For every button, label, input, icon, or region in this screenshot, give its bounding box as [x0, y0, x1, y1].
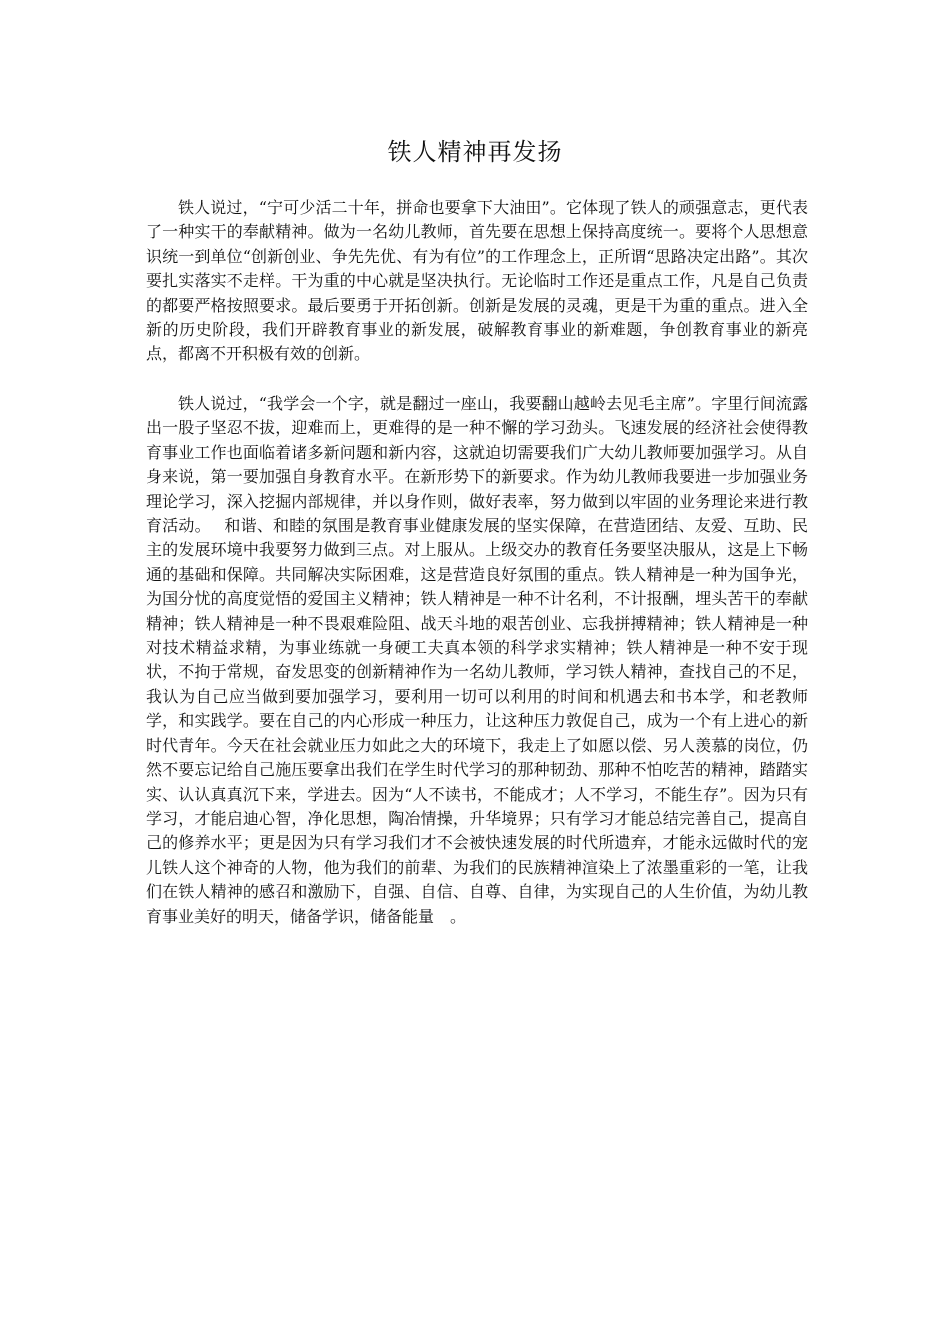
- page-title: 铁人精神再发扬: [387, 138, 563, 166]
- body-paragraph-1: 铁人说过，“宁可少活二十年，拼命也要拿下大油田”。它体现了铁人的顽强意志，更代表了一种实干的奉献精神。做为一名幼儿教师，首先要在思想上保持高度统一。要将个人思想意识统一到单位“创新创业、争先先优、有为有位”的工作理念上，正所谓“思路决定出路”。其次要扎实落实不走样。干为重的中心就是坚决执行。无论临时工作还是重点工作，凡是自己负责的都要严格按照要求。最后要勇于开拓创新。创新是发展的灵魂，更是干为重的重点。进入全新的历史阶段，我们开辟教育事业的新发展，破解教育事业的新难题，争创教育事业的新亮点，都离不开积极有效的创新。: [146, 198, 808, 364]
- body-paragraph-2: 铁人说过，“我学会一个字，就是翻过一座山，我要翻山越岭去见毛主席”。字里行间流露出一股子坚忍不拔，迎难而上，更难得的是一种不懈的学习劲头。飞速发展的经济社会使得教育事业工作也面临着诸多新问题和新内容，这就迫切需要我们广大幼儿教师要加强学习。从自身来说，第一要加强自身教育水平。在新形势下的新要求。作为幼儿教师我要进一步加强业务理论学习，深入挖掘内部规律，并以身作则，做好表率，努力做到以牢固的业务理论来进行教育活动。 和谐、和睦的氛围是教育事业健康发展的坚实保障，在营造团结、友爱、互助、民主的发展环境中我要努力做到三点。对上服从。上级交办的教育任务要坚决服从，这是上下畅通的基础和保障。共同解决实际困难，这是营造良好氛围的重点。铁人精神是一种为国争光，为国分忧的高度觉悟的爱国主义精神；铁人精神是一种不计名利，不计报酬，埋头苦干的奉献精神；铁人精神是一种不畏艰难险阻、战天斗地的艰苦创业、忘我拼搏精神；铁人精神是一种对技术精益求精，为事业练就一身硬工夫真本领的科学求实精神；铁人精神是一种不安于现状，不拘于常规，奋发思变的创新精神作为一名幼儿教师，学习铁人精神，查找自己的不足，我认为自己应当做到要加强学习，要利用一切可以利用的时间和机遇去和书本学，和老教师学，和实践学。要在自己的内心形成一种压力，让这种压力敦促自己，成为一个有上进心的新时代青年。今天在社会就业压力如此之大的环境下，我走上了如愿以偿、另人羡慕的岗位，仍然不要忘记给自己施压要拿出我们在学生时代学习的那种韧劲、那种不怕吃苦的精神，踏踏实实、认认真真沉下来，学进去。因为“人不读书，不能成才；人不学习，不能生存”。因为只有学习，才能启迪心智，净化思想，陶冶情操，升华境界；只有学习才能总结完善自己，提高自己的修养水平；更是因为只有学习我们才不会被快速发展的时代所遗弃，才能永远做时代的宠儿铁人这个神奇的人物，他为我们的前辈、为我们的民族精神渲染上了浓墨重彩的一笔，让我们在铁人精神的感召和激励下，自强、自信、自尊、自律，为实现自己的人生价值，为幼儿教育事业美好的明天，储备学识，储备能量 。: [146, 394, 808, 926]
